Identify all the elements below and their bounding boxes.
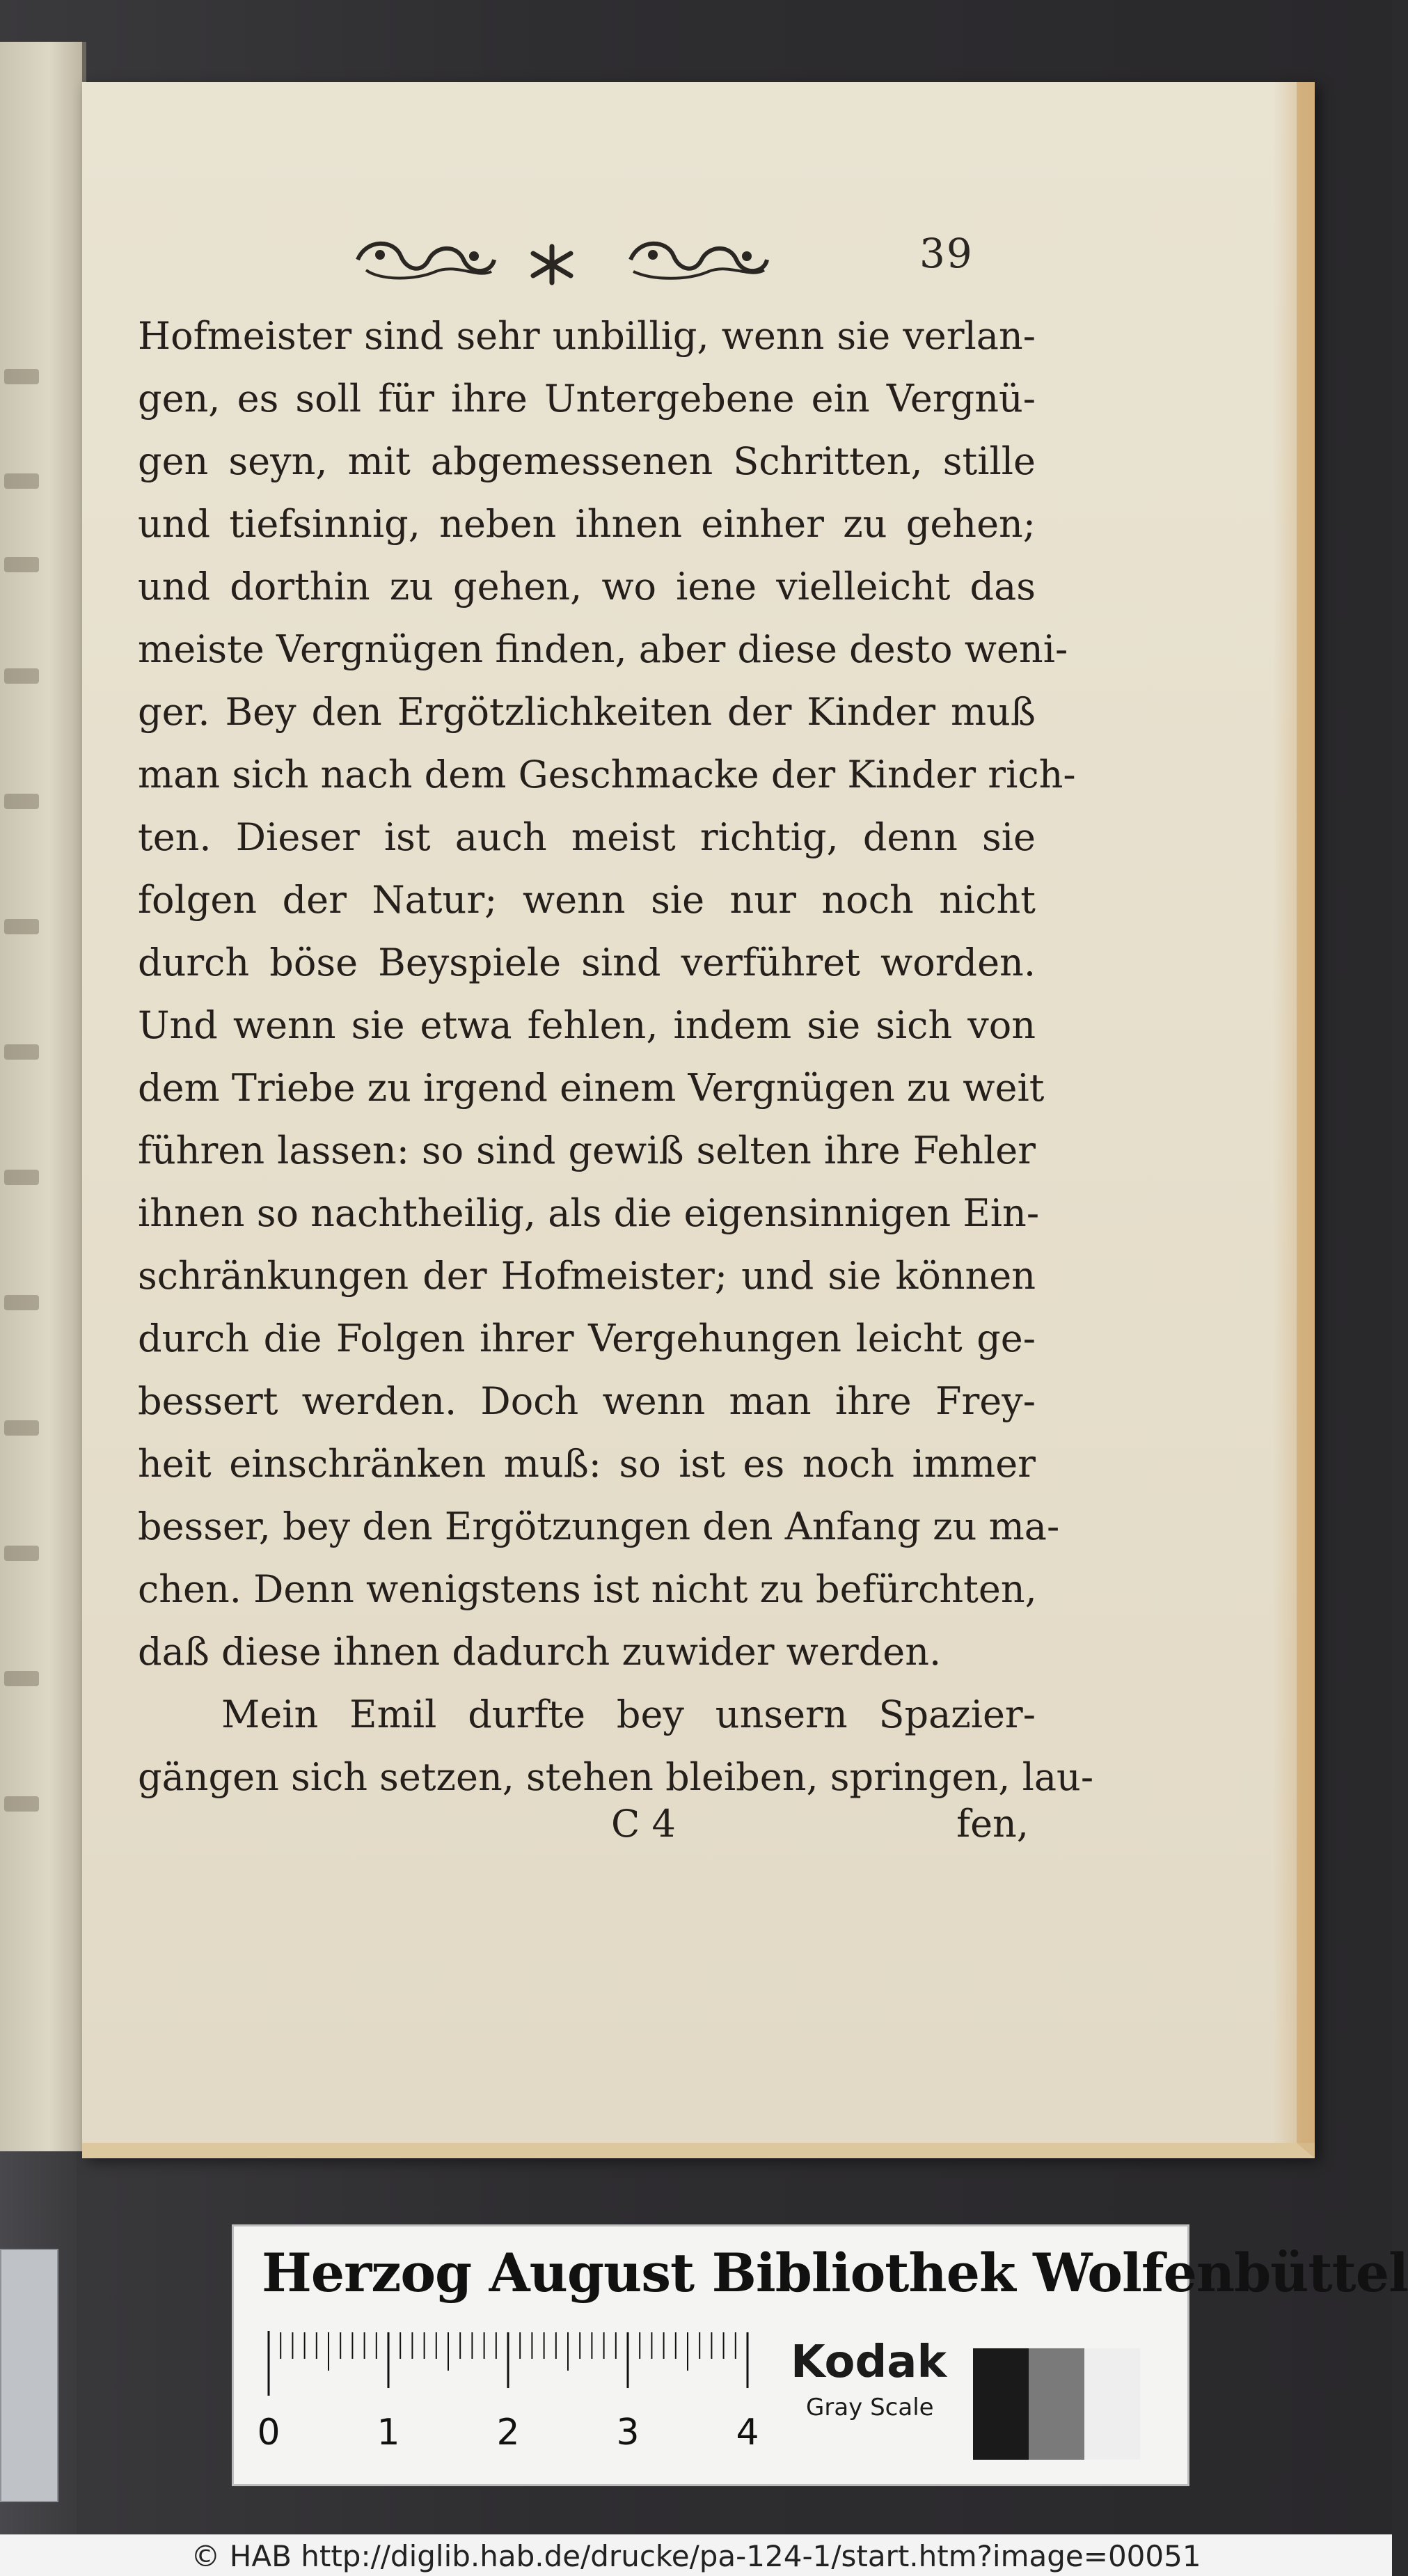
text-line: gängen sich setzen, stehen bleiben, springen, lau- <box>138 1755 1094 1799</box>
text-line: schränkungen der Hofmeister; und sie können <box>138 1254 1036 1298</box>
ghost-text-mark <box>4 919 39 934</box>
text-line: besser, bey den Ergötzungen den Anfang zu ma- <box>138 1505 1060 1548</box>
text-line: heit einschränken muß: so ist es noch immer <box>138 1442 1036 1486</box>
text-line: gen seyn, mit abgemessenen Schritten, stille <box>138 439 1036 483</box>
text-line: durch die Folgen ihrer Vergehungen leicht ge- <box>138 1317 1036 1360</box>
text-line: und tiefsinnig, neben ihnen einher zu gehen; <box>138 502 1036 546</box>
ruler-number: 4 <box>736 2412 759 2453</box>
text-line: chen. Denn wenigstens ist nicht zu befürchten, <box>138 1567 1037 1611</box>
measurement-ruler <box>257 2330 763 2469</box>
library-name: Herzog August Bibliothek Wolfenbüttel <box>262 2242 1408 2304</box>
ornament-scroll-icon <box>625 235 773 284</box>
ruler-number: 0 <box>257 2412 280 2453</box>
text-line: ten. Dieser ist auch meist richtig, denn sie <box>138 815 1036 859</box>
ghost-text-mark <box>4 1044 39 1060</box>
text-line: dem Triebe zu irgend einem Vergnügen zu weit <box>138 1066 1045 1110</box>
text-line: ger. Bey den Ergötzlichkeiten der Kinder muß <box>138 690 1036 734</box>
kodak-logo: Kodak <box>791 2337 947 2388</box>
gray-patch <box>973 2348 1029 2460</box>
ghost-text-mark <box>4 668 39 684</box>
caption-bar <box>0 2534 1392 2576</box>
text-line: durch böse Beyspiele sind verführet worden. <box>138 941 1036 984</box>
ruler-number: 3 <box>616 2412 640 2453</box>
ruler-number: 1 <box>377 2412 400 2453</box>
ornament-scroll-icon <box>352 235 500 284</box>
text-line: gen, es soll für ihre Untergebene ein Vergnü- <box>138 377 1036 421</box>
ruler-number: 2 <box>496 2412 520 2453</box>
text-line: führen lassen: so sind gewiß selten ihre Fehler <box>138 1129 1036 1172</box>
ghost-text-mark <box>4 1796 39 1812</box>
ghost-text-mark <box>4 473 39 489</box>
catchword: fen, <box>956 1802 1029 1846</box>
text-line: ihnen so nachtheilig, als die eigensinnigen Ein- <box>138 1191 1040 1235</box>
page-footer <box>138 1802 1036 1864</box>
ghost-text-mark <box>4 1295 39 1310</box>
ghost-text-mark <box>4 1671 39 1686</box>
text-line: daß diese ihnen dadurch zuwider werden. <box>138 1630 942 1674</box>
text-line: man sich nach dem Geschmacke der Kinder rich- <box>138 753 1076 796</box>
text-line: bessert werden. Doch wenn man ihre Frey- <box>138 1379 1036 1423</box>
text-line: meiste Vergnügen finden, aber diese desto weni- <box>138 627 1068 671</box>
gray-patch <box>1084 2348 1140 2460</box>
reference-card <box>232 2224 1408 2486</box>
ghost-text-mark <box>4 557 39 572</box>
text-line: und dorthin zu gehen, wo iene vielleicht das <box>138 565 1036 608</box>
gray-scale-label: Gray Scale <box>806 2394 934 2421</box>
adjacent-page-edge <box>0 42 86 2151</box>
spine-label <box>0 2249 58 2502</box>
ornament-star-icon <box>528 244 576 285</box>
book-page <box>82 82 1315 2158</box>
ghost-text-mark <box>4 1546 39 1561</box>
gray-patch <box>1029 2348 1084 2460</box>
gray-scale-patches <box>973 2348 1140 2460</box>
text-line: folgen der Natur; wenn sie nur noch nicht <box>138 878 1036 922</box>
ghost-text-mark <box>4 1170 39 1185</box>
copyright-caption: © HAB http://diglib.hab.de/drucke/pa-124-1/start.htm?image=00051 <box>191 2539 1201 2573</box>
text-line: Hofmeister sind sehr unbillig, wenn sie verlan- <box>138 314 1036 358</box>
ghost-text-mark <box>4 1420 39 1436</box>
text-line: Mein Emil durfte bey unsern Spazier- <box>221 1693 1036 1736</box>
ghost-text-mark <box>4 369 39 384</box>
signature-mark: C 4 <box>611 1802 676 1846</box>
page-number: 39 <box>919 230 974 277</box>
ghost-text-mark <box>4 794 39 809</box>
body-text <box>138 305 1094 1809</box>
text-line: Und wenn sie etwa fehlen, indem sie sich von <box>138 1003 1036 1047</box>
